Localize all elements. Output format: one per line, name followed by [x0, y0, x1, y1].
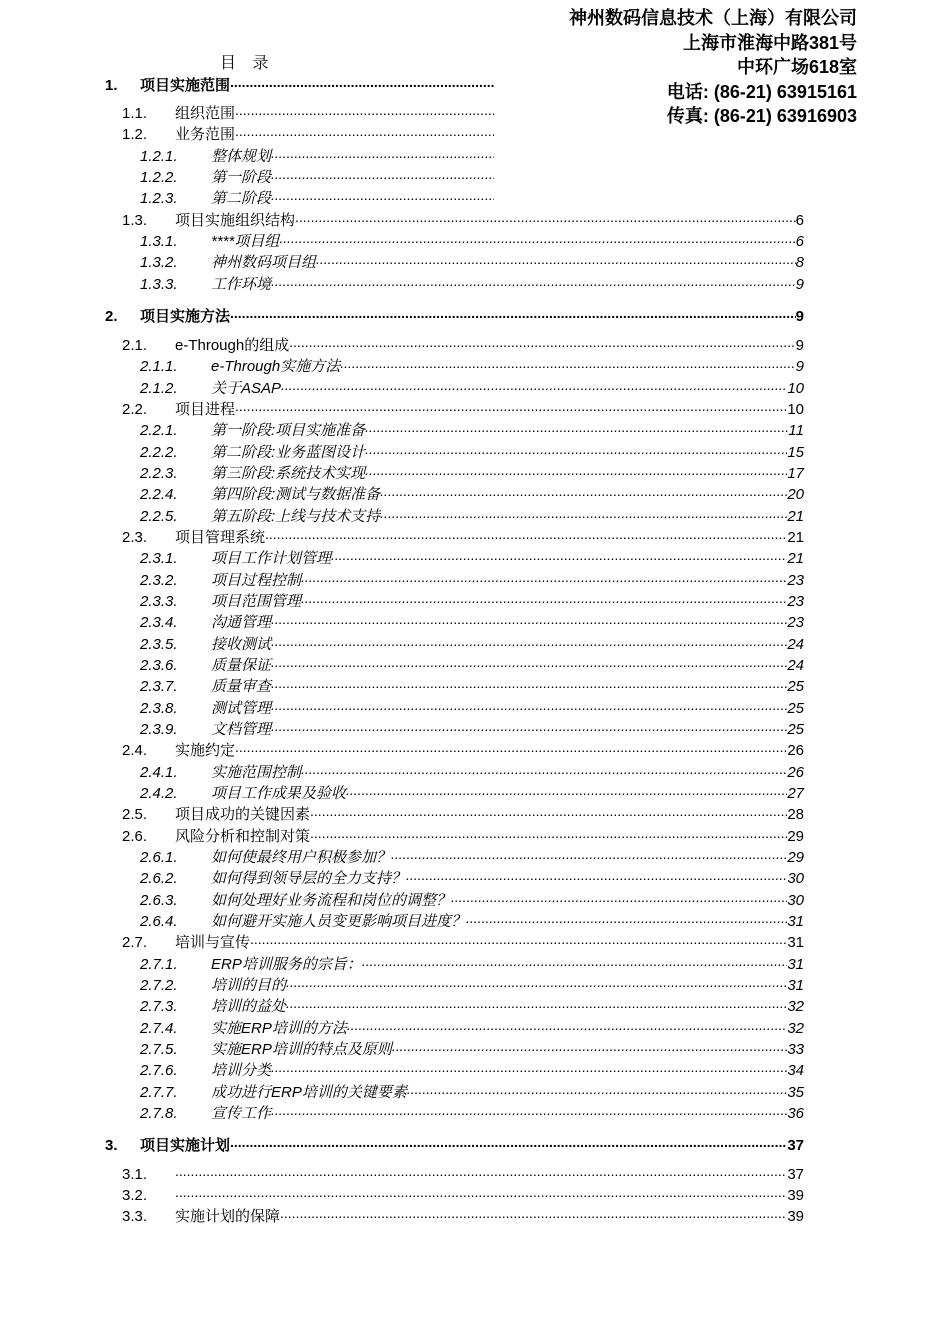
toc-entry-title: 项目进程 [175, 401, 236, 418]
toc-entry-page: 30 [787, 870, 804, 887]
toc-leader-dots [271, 186, 494, 205]
toc-entry-title: 业务范围 [175, 126, 236, 143]
toc-leader-dots [265, 525, 787, 544]
toc-entry-number: 1.3. [122, 212, 148, 229]
toc-entry-number: 2.3.4. [140, 614, 178, 631]
toc-entry[interactable] [122, 1205, 804, 1226]
toc-entry-number: 2.3.8. [140, 700, 178, 717]
toc-entry-number: 3.3. [122, 1208, 148, 1225]
toc-entry-title: 项目过程控制 [211, 572, 302, 589]
toc-leader-dots [406, 866, 787, 885]
toc-entry-page: 33 [787, 1041, 804, 1058]
toc-entry-number: 3. [105, 1137, 118, 1154]
toc-entry-title: e-Through的组成 [175, 337, 290, 354]
toc-entry-page: 17 [787, 465, 804, 482]
toc-entry-page: 24 [787, 657, 804, 674]
toc-entry-number: 2.6.3. [140, 892, 178, 909]
toc-entry-title: 培训与宣传 [175, 934, 251, 951]
toc-leader-dots [310, 824, 787, 843]
toc-entry-title: 第五阶段:上线与技术支持 [211, 508, 381, 525]
toc-entry-title: 项目范围管理 [211, 593, 302, 610]
toc-entry[interactable] [140, 1081, 804, 1102]
toc-leader-dots [271, 272, 796, 291]
toc-entry-title: e-Through实施方法 [211, 358, 341, 375]
toc-leader-dots [235, 397, 787, 416]
toc-entry-page: 9 [795, 358, 804, 375]
toc-entry-number: 2.3.3. [140, 593, 178, 610]
toc-entry-title: 项目管理系统 [175, 529, 266, 546]
toc-entry-page: 36 [787, 1105, 804, 1122]
toc-leader-dots [271, 144, 494, 163]
toc-entry-page: 34 [787, 1062, 804, 1079]
toc-entry-page: 9 [795, 276, 804, 293]
toc-entry-title: 项目实施方法 [140, 308, 231, 325]
toc-entry-number: 2.3.2. [140, 572, 178, 589]
toc-entry-number: 3.1. [122, 1166, 148, 1183]
toc-entry[interactable] [122, 102, 494, 123]
toc-entry-number: 2.7.3. [140, 998, 178, 1015]
toc-entry-number: 2.7.6. [140, 1062, 178, 1079]
toc-leader-dots [365, 418, 788, 437]
toc-entry[interactable] [140, 145, 494, 166]
fax-number: 传真: (86-21) 63916903 [666, 106, 857, 126]
toc-entry-page: 15 [787, 444, 804, 461]
toc-entry-number: 1.2.2. [140, 169, 178, 186]
toc-entry[interactable] [122, 1163, 804, 1184]
toc-leader-dots [392, 1037, 787, 1056]
toc-entry-number: 2.6.4. [140, 913, 178, 930]
toc-entry-title: 宣传工作 [211, 1105, 272, 1122]
toc-entry-page: 23 [787, 572, 804, 589]
toc-entry-page: 8 [795, 254, 804, 271]
toc-entry[interactable] [140, 273, 804, 294]
toc-leader-dots [250, 930, 787, 949]
toc-entry-title: 实施约定 [175, 742, 236, 759]
toc-entry-page: 21 [787, 529, 804, 546]
toc-entry-page: 10 [787, 380, 804, 397]
toc-entry-title: 质量保证 [211, 657, 272, 674]
toc-entry[interactable] [140, 377, 804, 398]
toc-leader-dots [365, 461, 787, 480]
toc-leader-dots [316, 250, 796, 269]
toc-entry[interactable] [140, 718, 804, 739]
toc-entry-number: 2.3.6. [140, 657, 178, 674]
toc-entry-title: 项目工作成果及验收 [211, 785, 347, 802]
toc-leader-dots [281, 376, 787, 395]
toc-entry[interactable] [140, 569, 804, 590]
toc-entry-number: 2.1.1. [140, 358, 178, 375]
address-line-2: 中环广场618室 [736, 57, 857, 77]
toc-entry-page: 11 [788, 422, 804, 439]
toc-entry[interactable] [140, 782, 804, 803]
toc-entry-title: 培训的目的 [211, 977, 287, 994]
toc-leader-dots [347, 1016, 787, 1035]
toc-entry-title: ERP培训服务的宗旨： [211, 956, 362, 973]
toc-entry-page: 23 [787, 593, 804, 610]
toc-leader-dots [230, 304, 796, 323]
toc-entry[interactable] [105, 74, 494, 95]
toc-entry-number: 2.4. [122, 742, 148, 759]
toc-entry-page: 35 [787, 1084, 804, 1101]
toc-leader-dots [271, 696, 787, 715]
toc-entry-number: 1.2. [122, 126, 148, 143]
toc-entry[interactable] [122, 334, 804, 355]
toc-entry[interactable] [122, 739, 804, 760]
toc-entry-number: 2.6.1. [140, 849, 178, 866]
toc-entry[interactable] [122, 1184, 804, 1205]
toc-leader-dots [271, 610, 787, 629]
toc-entry-title: 第四阶段:测试与数据准备 [211, 486, 381, 503]
toc-leader-dots [301, 568, 787, 587]
toc-entry[interactable] [140, 995, 804, 1016]
toc-entry[interactable] [122, 123, 494, 144]
toc-entry-title: 项目实施组织结构 [175, 212, 296, 229]
toc-entry-title: 第三阶段:系统技术实现 [211, 465, 366, 482]
toc-entry-number: 2.2.2. [140, 444, 178, 461]
toc-entry-number: 2.7.8. [140, 1105, 178, 1122]
toc-entry-page: 37 [787, 1137, 804, 1154]
toc-entry-number: 2.7.1. [140, 956, 178, 973]
toc-entry-number: 2.7.2. [140, 977, 178, 994]
toc-leader-dots [407, 1080, 787, 1099]
toc-entry-page: 39 [787, 1208, 804, 1225]
toc-leader-dots [286, 973, 787, 992]
toc-leader-dots [362, 952, 787, 971]
toc-entry-number: 1.2.1. [140, 148, 178, 165]
toc-entry-title: 神州数码项目组 [211, 254, 317, 271]
toc-entry[interactable] [140, 1102, 804, 1123]
toc-leader-dots [271, 717, 787, 736]
toc-entry[interactable] [140, 251, 804, 272]
toc-entry[interactable] [140, 1017, 804, 1038]
toc-entry[interactable] [140, 462, 804, 483]
toc-entry-title: 组织范围 [175, 105, 236, 122]
toc-entry-page: 30 [787, 892, 804, 909]
toc-leader-dots [280, 1204, 787, 1223]
toc-entry-title: ****项目组 [211, 233, 280, 250]
phone-number: 电话: (86-21) 63915161 [666, 81, 857, 102]
toc-entry-title: 质量审查 [211, 678, 272, 695]
toc-entry[interactable] [140, 953, 804, 974]
toc-entry[interactable] [140, 1038, 804, 1059]
toc-entry-title: 实施计划的保障 [175, 1208, 281, 1225]
toc-entry[interactable] [140, 611, 804, 632]
company-header [569, 6, 857, 129]
toc-entry-number: 1. [105, 77, 118, 94]
toc-leader-dots [301, 760, 787, 779]
toc-entry-number: 2.1.2. [140, 380, 178, 397]
toc-entry-page: 21 [787, 508, 804, 525]
toc-leader-dots [295, 208, 796, 227]
toc-entry[interactable] [122, 825, 804, 846]
toc-leader-dots [331, 546, 787, 565]
toc-entry-page: 32 [787, 998, 804, 1015]
toc-entry-number: 2.2.5. [140, 508, 178, 525]
toc-entry-page: 32 [787, 1020, 804, 1037]
toc-entry-number: 2.3. [122, 529, 148, 546]
toc-leader-dots [271, 165, 494, 184]
toc-entry-number: 2.3.5. [140, 636, 178, 653]
toc-entry-page: 9 [795, 308, 804, 325]
toc-entry-title: 测试管理 [211, 700, 272, 717]
toc-entry[interactable] [122, 931, 804, 952]
toc-entry-page: 6 [795, 233, 804, 250]
toc-entry-title: 第二阶段:业务蓝图设计 [211, 444, 366, 461]
toc-title: 目 录 [220, 55, 275, 72]
toc-entry-title: 文档管理 [211, 721, 272, 738]
toc-entry-number: 2.3.9. [140, 721, 178, 738]
toc-entry[interactable] [140, 633, 804, 654]
toc-entry-page: 37 [787, 1166, 804, 1183]
toc-entry-number: 2.5. [122, 806, 148, 823]
toc-entry[interactable] [140, 187, 494, 208]
toc-entry[interactable] [140, 697, 804, 718]
toc-entry-number: 1.1. [122, 105, 148, 122]
toc-entry-title: 关于ASAP [211, 380, 282, 397]
toc-entry-page: 24 [787, 636, 804, 653]
toc-leader-dots [230, 1133, 787, 1152]
toc-entry-number: 2.7. [122, 934, 148, 951]
toc-entry[interactable] [140, 910, 804, 931]
toc-entry-page: 9 [795, 337, 804, 354]
toc-entry-number: 2.7.7. [140, 1084, 178, 1101]
toc-entry-title: 培训的益处 [211, 998, 287, 1015]
toc-entry-title: 成功进行ERP培训的关键要素 [211, 1084, 407, 1101]
toc-leader-dots [271, 1101, 787, 1120]
toc-entry-page: 20 [787, 486, 804, 503]
toc-entry-page: 25 [787, 721, 804, 738]
toc-entry-number: 2.1. [122, 337, 148, 354]
toc-entry-page: 31 [787, 956, 804, 973]
toc-entry-title: 工作环境 [211, 276, 272, 293]
toc-entry-page: 29 [787, 828, 804, 845]
toc-entry[interactable] [140, 483, 804, 504]
toc-entry-title: 第一阶段:项目实施准备 [211, 422, 366, 439]
toc-entry-title: 风险分析和控制对策 [175, 828, 311, 845]
toc-leader-dots [279, 229, 795, 248]
toc-entry[interactable] [140, 654, 804, 675]
address-line-1: 上海市淮海中路381号 [682, 32, 857, 53]
toc-entry-page: 28 [787, 806, 804, 823]
toc-entry-page: 25 [787, 700, 804, 717]
toc-entry[interactable] [105, 305, 804, 326]
toc-entry-number: 2.4.1. [140, 764, 178, 781]
toc-entry-page: 23 [787, 614, 804, 631]
toc-leader-dots [235, 101, 494, 120]
toc-entry[interactable] [140, 675, 804, 696]
toc-leader-dots [380, 504, 787, 523]
toc-entry-number: 2.3.1. [140, 550, 178, 567]
toc-leader-dots [466, 909, 787, 928]
toc-entry[interactable] [122, 398, 804, 419]
toc-entry-number: 1.3.3. [140, 276, 178, 293]
toc-entry-number: 2.3.7. [140, 678, 178, 695]
toc-entry-number: 2.6.2. [140, 870, 178, 887]
toc-entry[interactable] [140, 505, 804, 526]
toc-entry-title: 接收测试 [211, 636, 272, 653]
toc-entry-title: 培训分类 [211, 1062, 272, 1079]
toc-leader-dots [271, 1058, 787, 1077]
toc-entry-page: 26 [787, 742, 804, 759]
toc-entry-number: 1.3.1. [140, 233, 178, 250]
toc-entry-page: 31 [787, 977, 804, 994]
toc-leader-dots [380, 482, 787, 501]
toc-entry[interactable] [140, 441, 804, 462]
toc-entry-number: 2.4.2. [140, 785, 178, 802]
toc-entry[interactable] [140, 846, 804, 867]
toc-leader-dots [271, 674, 787, 693]
toc-entry-page: 6 [795, 212, 804, 229]
toc-entry-number: 2.2.3. [140, 465, 178, 482]
toc-entry-title: 第二阶段 [211, 190, 272, 207]
toc-entry[interactable] [140, 590, 804, 611]
toc-entry[interactable] [105, 1134, 804, 1155]
toc-leader-dots [310, 802, 787, 821]
toc-entry-page: 10 [787, 401, 804, 418]
toc-leader-dots [286, 994, 787, 1013]
toc-entry[interactable] [140, 889, 804, 910]
toc-entry[interactable] [122, 803, 804, 824]
toc-leader-dots [230, 73, 494, 92]
toc-leader-dots [301, 589, 787, 608]
toc-leader-dots [365, 440, 787, 459]
toc-entry-title: 整体规划 [211, 148, 272, 165]
toc-entry[interactable] [140, 974, 804, 995]
toc-leader-dots [289, 333, 795, 352]
toc-entry-title: 项目实施计划 [140, 1137, 231, 1154]
toc-entry[interactable] [140, 230, 804, 251]
toc-leader-dots [271, 632, 787, 651]
toc-entry-title: 项目成功的关键因素 [175, 806, 311, 823]
toc-leader-dots [340, 354, 795, 373]
toc-entry[interactable] [140, 1059, 804, 1080]
toc-entry[interactable] [122, 526, 804, 547]
toc-entry-number: 2.6. [122, 828, 148, 845]
toc-entry-page: 31 [787, 913, 804, 930]
toc-leader-dots [346, 781, 787, 800]
toc-entry[interactable] [140, 166, 494, 187]
toc-entry[interactable] [140, 355, 804, 376]
toc-entry-title: 如何得到领导层的全力支持？ [211, 870, 407, 887]
toc-entry-title: 实施ERP培训的方法 [211, 1020, 347, 1037]
toc-entry-number: 2.2.1. [140, 422, 178, 439]
toc-leader-dots [271, 653, 787, 672]
toc-leader-dots [391, 845, 787, 864]
toc-leader-dots [451, 888, 787, 907]
toc-entry[interactable] [140, 761, 804, 782]
company-name: 神州数码信息技术（上海）有限公司 [569, 8, 857, 28]
toc-entry-page: 25 [787, 678, 804, 695]
toc-leader-dots [235, 122, 494, 141]
toc-entry-title: 如何处理好业务流程和岗位的调整？ [211, 892, 452, 909]
toc-entry-title: 实施范围控制 [211, 764, 302, 781]
toc-entry-page: 27 [787, 785, 804, 802]
toc-entry-title: 如何避开实施人员变更影响项目进度？ [211, 913, 467, 930]
toc-leader-dots [175, 1183, 787, 1202]
toc-entry-page: 29 [787, 849, 804, 866]
toc-entry[interactable] [140, 547, 804, 568]
toc-entry-title: 项目工作计划管理 [211, 550, 332, 567]
toc-entry-title: 如何使最终用户积极参加？ [211, 849, 392, 866]
toc-entry-title: 项目实施范围 [140, 77, 231, 94]
toc-entry[interactable] [140, 419, 804, 440]
toc-entry-number: 2.7.5. [140, 1041, 178, 1058]
toc-entry-page: 26 [787, 764, 804, 781]
toc-entry-number: 3.2. [122, 1187, 148, 1204]
toc-entry[interactable] [140, 867, 804, 888]
toc-leader-dots [175, 1162, 787, 1181]
toc-leader-dots [235, 738, 787, 757]
toc-entry-number: 2. [105, 308, 118, 325]
toc-entry-number: 2.7.4. [140, 1020, 178, 1037]
toc-entry-title: 沟通管理 [211, 614, 272, 631]
toc-entry[interactable] [122, 209, 804, 230]
toc-entry-title: 实施ERP培训的特点及原则 [211, 1041, 392, 1058]
toc-entry-page: 31 [787, 934, 804, 951]
toc-entry-number: 1.3.2. [140, 254, 178, 271]
toc-entry-number: 2.2.4. [140, 486, 178, 503]
toc-entry-number: 1.2.3. [140, 190, 178, 207]
toc-entry-title: 第一阶段 [211, 169, 272, 186]
toc-entry-number: 2.2. [122, 401, 148, 418]
toc-entry-page: 21 [787, 550, 804, 567]
toc-entry-page: 39 [787, 1187, 804, 1204]
